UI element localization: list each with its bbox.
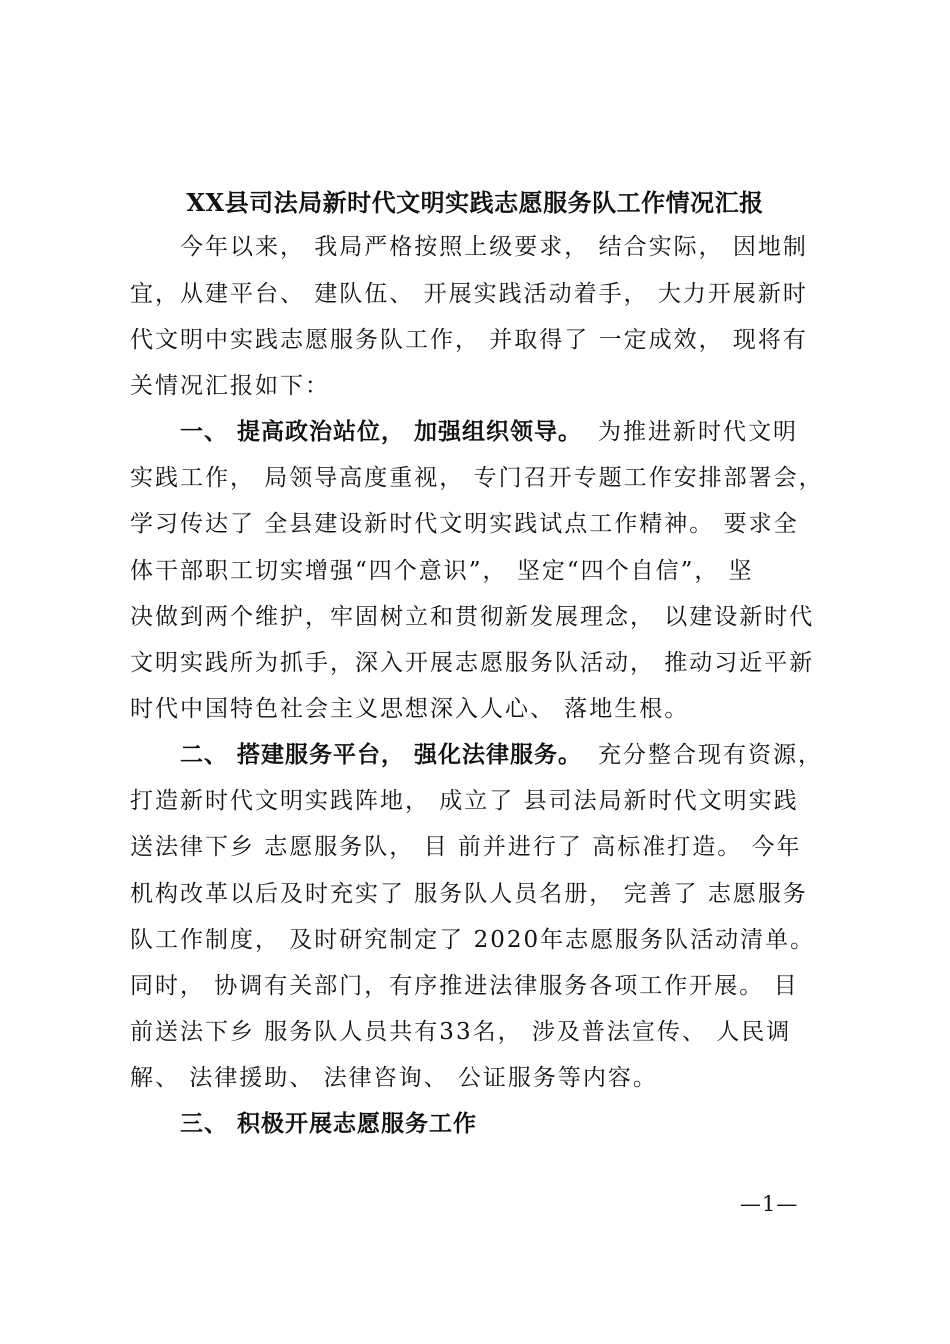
section1-line-2: 实践工作， 局领导高度重视， 专门召开专题工作安排部署会， [130,465,824,491]
intro-line-4: 关情况汇报如下： [130,373,330,399]
section2-first-line [180,740,850,770]
section2-line-4: 机构改革以后及时充实了 服务队人员名册， 完善了 志愿服务 [130,881,808,907]
section1-first-line [180,417,850,447]
section2-line-2: 打造新时代文明实践阵地， 成立了 县司法局新时代文明实践 [130,788,799,814]
section2-heading: 二、 搭建服务平台， 强化法律服务。 [180,742,583,768]
section1-first-line-rest: 为推进新时代文明 [598,419,799,445]
section2-line-6: 同时， 协调有关部门，有序推进法律服务各项工作开展。 目 [130,973,799,999]
page-number: —1— [740,1192,799,1216]
section1-line-3: 学习传达了 全县建设新时代文明实践试点工作精神。 要求全 [130,511,799,537]
section1-line-4: 体干部职工切实增强“四个意识”， 坚定“四个自信”， 坚 [130,558,754,584]
document-title: XX县司法局新时代文明实践志愿服务队工作情况汇报 [186,188,764,217]
intro-line-1: 今年以来， 我局严格按照上级要求， 结合实际， 因地制 [180,234,808,260]
section2-first-line-rest: 充分整合现有资源， [598,742,824,768]
section2-line-5: 队工作制度， 及时研究制定了 2020年志愿服务队活动清单。 [130,927,816,953]
section3-heading: 三、 积极开展志愿服务工作 [180,1111,478,1137]
section1-line-7: 时代中国特色社会主义思想深入人心、 落地生根。 [130,696,690,722]
section2-line-8: 解、 法律援助、 法律咨询、 公证服务等内容。 [130,1065,658,1091]
section1-line-6: 文明实践所为抓手，深入开展志愿服务队活动， 推动习近平新 [130,650,815,676]
section1-line-5: 决做到两个维护，牢固树立和贯彻新发展理念， 以建设新时代 [130,604,815,630]
section1-heading: 一、 提高政治站位， 加强组织领导。 [180,419,583,445]
intro-line-2: 宜，从建平台、 建队伍、 开展实践活动着手， 大力开展新时 [130,281,808,307]
section2-line-7: 前送法下乡 服务队人员共有33名， 涉及普法宣传、 人民调 [130,1019,792,1045]
section2-line-3: 送法律下乡 志愿服务队， 目 前并进行了 高标准打造。 今年 [130,834,802,860]
intro-line-3: 代文明中实践志愿服务队工作， 并取得了 一定成效， 现将有 [130,327,808,353]
